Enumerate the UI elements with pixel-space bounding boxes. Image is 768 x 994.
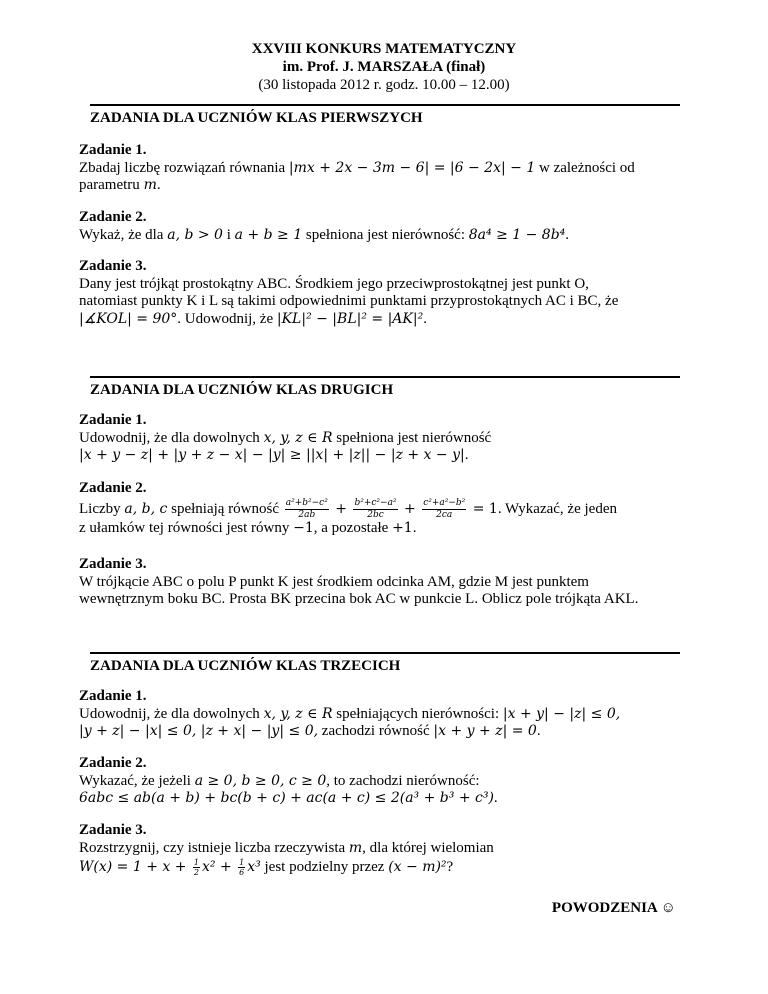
task-label: Zadanie 1. xyxy=(79,688,147,704)
task-1-1 xyxy=(79,142,699,195)
task-text: wewnętrznym boku BC. Prosta BK przecina bok AC w punkcie L. Oblicz pole trójkąta AKL. xyxy=(79,591,639,607)
task-text: Wykazać, że jeżeli a ≥ 0, b ≥ 0, c ≥ 0, to zachodzi nierówność: xyxy=(79,772,480,789)
task-label: Zadanie 1. xyxy=(79,142,147,158)
task-text: Udowodnij, że dla dowolnych x, y, z ∈ R spełniona jest nierówność xyxy=(79,429,492,446)
section-divider xyxy=(90,376,680,378)
fraction: $\frac{\text{a²+b²−c²}}{2ab}$ xyxy=(285,497,328,520)
fraction: $\frac{\text{b²+c²−a²}}{2bc}$ xyxy=(354,497,397,520)
contest-patron: im. Prof. J. MARSZAŁA (finał) xyxy=(282,59,486,75)
task-3-2 xyxy=(79,755,699,808)
task-text: 6abc ≤ ab(a + b) + bc(b + c) + ac(a + c) ≤ 2(a³ + b³ + c³). xyxy=(79,790,498,806)
task-text: Dany jest trójkąt prostokątny ABC. Środkiem jego przeciwprostokątnej jest punkt O, xyxy=(79,275,589,292)
task-text: Liczby a, b, c spełniają równość $\frac{\text{a²+b²−c²}}{2ab}$ + $\frac{\text{b²+c²−a²}}{2bc}$ + $\frac{\text{c²+a²−b²}}{2ca}$ = 1. Wykazać, że jeden xyxy=(79,497,617,520)
contest-title: XXVIII KONKURS MATEMATYCZNY xyxy=(251,41,517,57)
task-text: parametru m. xyxy=(79,177,161,193)
task-text: Wykaż, że dla a, b > 0 i a + b ≥ 1 spełniona jest nierówność: 8a⁴ ≥ 1 − 8b⁴. xyxy=(79,226,570,243)
task-text: Udowodnij, że dla dowolnych x, y, z ∈ R spełniających nierówności: |x + y| − |z| ≤ 0, xyxy=(79,705,621,722)
closing-wish: POWODZENIA ☺ xyxy=(551,900,676,916)
task-text: Zbadaj liczbę rozwiązań równania |mx + 2x − 3m − 6| = |6 − 2x| − 1 w zależności od xyxy=(79,159,635,176)
task-label: Zadanie 2. xyxy=(79,480,147,496)
section-title-second-grade: ZADANIA DLA UCZNIÓW KLAS DRUGICH xyxy=(90,382,394,398)
contest-date: (30 listopada 2012 r. godz. 10.00 – 12.00) xyxy=(258,77,510,93)
task-label: Zadanie 2. xyxy=(79,755,147,771)
task-label: Zadanie 2. xyxy=(79,209,147,225)
section-divider xyxy=(90,652,680,654)
equation: |mx + 2x − 3m − 6| = |6 − 2x| − 1 xyxy=(288,159,536,176)
fraction: $\frac{1}{2}$ xyxy=(193,858,199,878)
task-text: |y + z| − |x| ≤ 0, |z + x| − |y| ≤ 0, zachodzi równość |x + y + z| = 0. xyxy=(79,723,541,739)
task-label: Zadanie 1. xyxy=(79,412,147,428)
fraction: $\frac{\text{c²+a²−b²}}{2ca}$ xyxy=(423,497,466,520)
fraction: $\frac{1}{6}$ xyxy=(239,858,245,878)
task-text: natomiast punkty K i L są takimi odpowiednimi punktami przyprostokątnych AC i BC, że xyxy=(79,293,619,309)
task-2-3 xyxy=(79,556,699,609)
task-1-2 xyxy=(79,209,699,244)
task-1-3 xyxy=(79,258,699,328)
section-title-third-grade: ZADANIA DLA UCZNIÓW KLAS TRZECICH xyxy=(90,658,401,674)
task-3-1 xyxy=(79,688,699,741)
task-text: W(x) = 1 + x + $\frac{1}{2}$ x² + $\frac{1}{6}$ x³ jest podzielny przez (x − m)²? xyxy=(79,858,454,878)
task-label: Zadanie 3. xyxy=(79,556,147,572)
section-divider xyxy=(90,104,680,106)
task-3-3 xyxy=(79,822,699,877)
section-title-first-grade: ZADANIA DLA UCZNIÓW KLAS PIERWSZYCH xyxy=(90,110,423,126)
task-2-2 xyxy=(79,480,699,537)
task-text: |∡KOL| = 90°. Udowodnij, że |KL|² − |BL|² = |AK|². xyxy=(79,310,427,327)
task-text: Rozstrzygnij, czy istnieje liczba rzeczywista m, dla której wielomian xyxy=(79,839,494,856)
document-header xyxy=(0,40,768,94)
task-2-1 xyxy=(79,412,699,465)
task-label: Zadanie 3. xyxy=(79,258,147,274)
task-label: Zadanie 3. xyxy=(79,822,147,838)
task-text: W trójkącie ABC o polu P punkt K jest środkiem odcinka AM, gdzie M jest punktem xyxy=(79,573,589,590)
task-text: |x + y − z| + |y + z − x| − |y| ≥ ||x| + |z|| − |z + x − y|. xyxy=(79,447,469,463)
task-text: z ułamków tej równości jest równy −1, a pozostałe +1. xyxy=(79,519,417,536)
